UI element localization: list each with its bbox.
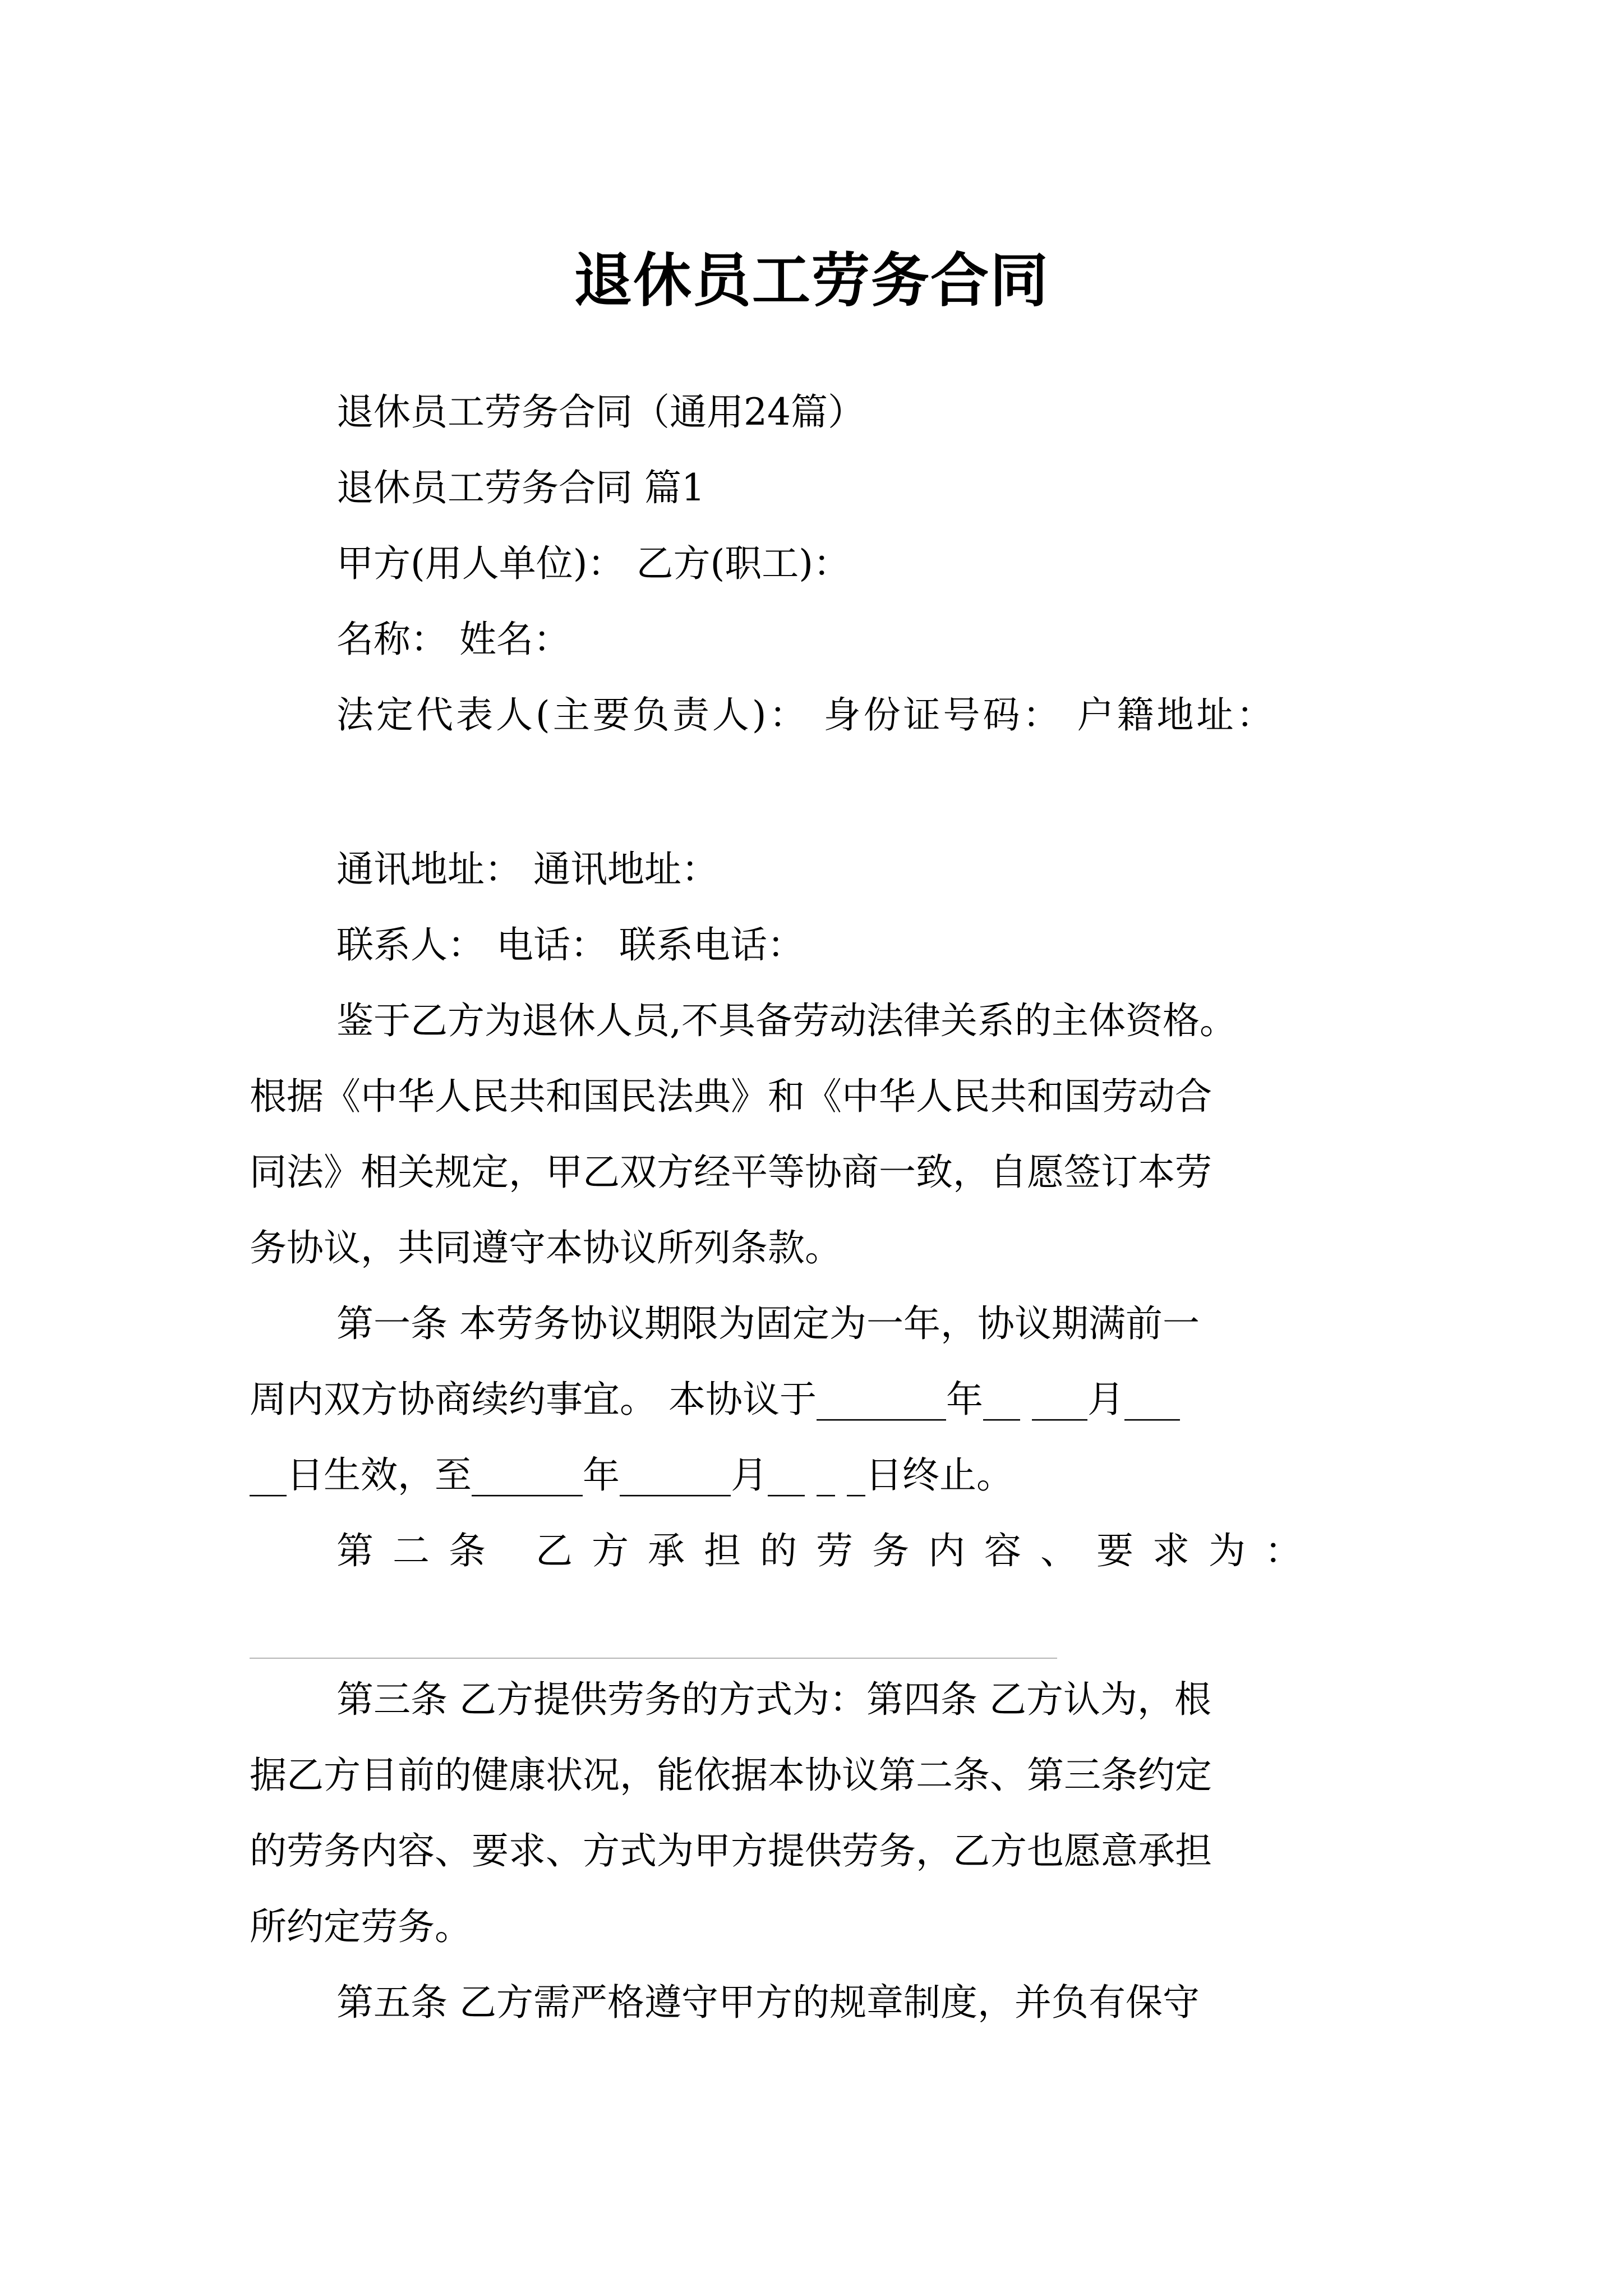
paragraph-line: 同法》相关规定，甲乙双方经平等协商一致，自愿签订本劳: [250, 1151, 1212, 1194]
article-1-line: 第一条 本劳务协议期限为固定为一年，协议期满前一: [336, 1302, 1200, 1345]
contact-line: 联系人： 电话： 联系电话：: [336, 923, 804, 967]
article-1-line: 周内双方协商续约事宜。 本协议于_______年__ ___月___: [250, 1378, 1180, 1421]
article-3-line: 所约定劳务。: [250, 1905, 472, 1948]
name-line: 名称： 姓名：: [336, 618, 570, 661]
representative-line: 法定代表人(主要负责人)： 身份证号码： 户籍地址：: [336, 693, 1276, 737]
article-2-line: 第二条 乙方承担的劳务内容、要求为：: [336, 1529, 1321, 1572]
paragraph-line: 务协议，共同遵守本协议所列条款。: [250, 1226, 842, 1269]
paragraph-line: 鉴于乙方为退休人员,不具备劳动法律关系的主体资格。: [336, 999, 1237, 1042]
document-title: 退休员工劳务合同: [573, 245, 1049, 315]
section-heading: 退休员工劳务合同 篇1: [336, 466, 705, 509]
paragraph-line: 根据《中华人民共和国民法典》和《中华人民共和国劳动合: [250, 1075, 1212, 1118]
fill-in-underline: [250, 1658, 1057, 1659]
address-line: 通讯地址： 通讯地址：: [336, 848, 718, 891]
article-5-line: 第五条 乙方需严格遵守甲方的规章制度，并负有保守: [336, 1981, 1200, 2024]
article-1-line: __日生效，至______年______月__ _ _日终止。: [250, 1453, 1013, 1497]
parties-line: 甲方(用人单位)： 乙方(职工)：: [336, 542, 850, 585]
document-subtitle: 退休员工劳务合同（通用24篇）: [336, 390, 865, 434]
article-3-line: 的劳务内容、要求、方式为甲方提供劳务，乙方也愿意承担: [250, 1829, 1212, 1872]
article-3-line: 第三条 乙方提供劳务的方式为：第四条 乙方认为，根: [336, 1678, 1211, 1721]
article-3-line: 据乙方目前的健康状况，能依据本协议第二条、第三条约定: [250, 1754, 1212, 1797]
